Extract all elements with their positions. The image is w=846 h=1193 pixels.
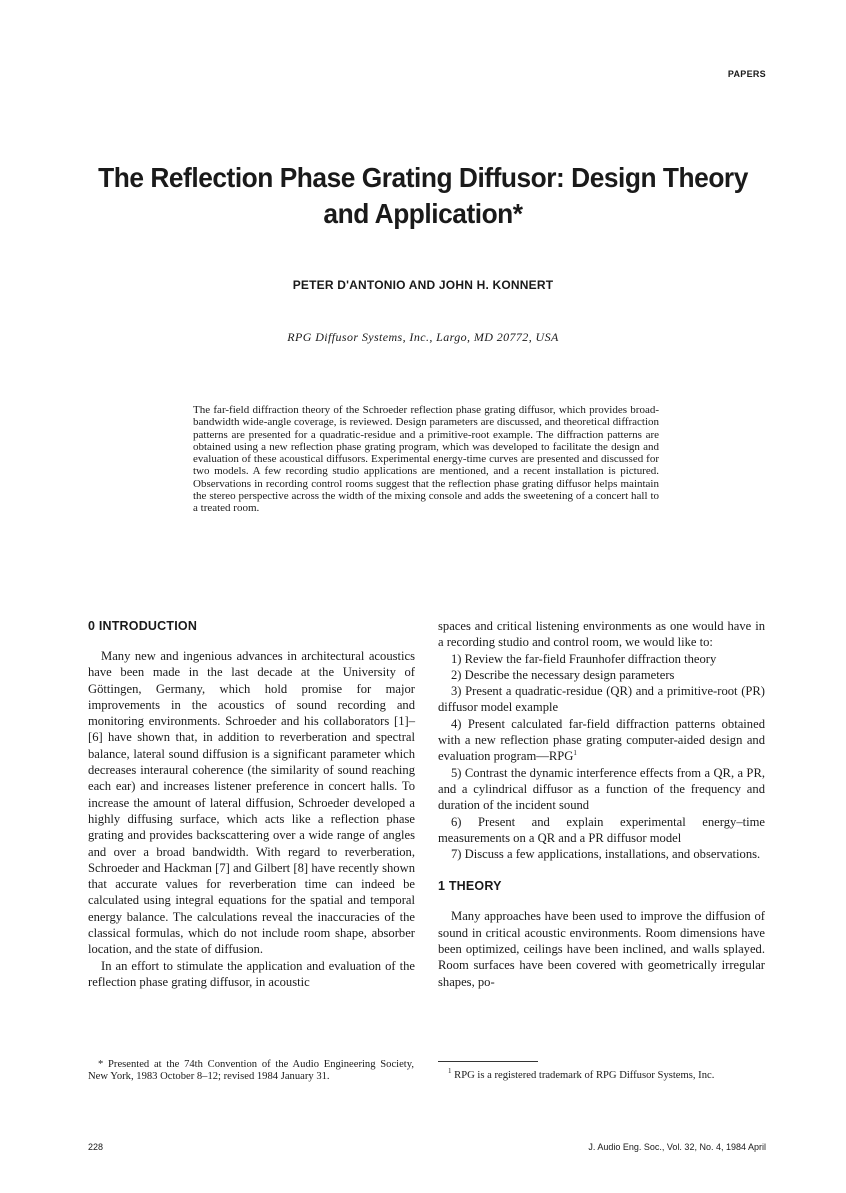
- goal-item: 5) Contrast the dynamic interference effects from a QR, a PR, and a cylindrical diffusor as a function of the frequency and duration of the incident sound: [438, 765, 765, 813]
- theory-paragraph-1: Many approaches have been used to improve the diffusion of sound in critical acoustic environments. Room dimensions have been optimized, ceilings have been inclined, and walls splayed. Room surfaces have been covered with geometrically irregular shapes, po-: [438, 909, 765, 989]
- footnote-text: RPG is a registered trademark of RPG Diffusor Systems, Inc.: [451, 1070, 715, 1081]
- footnote-divider: [438, 1061, 538, 1062]
- footnote-marker: 1: [448, 1067, 452, 1075]
- footnote-marker: 1: [573, 749, 577, 758]
- goal-item: 6) Present and explain experimental energy–time measurements on a QR and a PR diffusor model: [438, 814, 765, 845]
- paper-title: The Reflection Phase Grating Diffusor: Design Theory and Application*: [98, 162, 748, 229]
- introduction-paragraph-2: In an effort to stimulate the application and evaluation of the reflection phase grating diffusor, in acoustic: [88, 958, 415, 989]
- goals-list: [438, 651, 765, 863]
- abstract: The far-field diffraction theory of the Schroeder reflection phase grating diffusor, which provides broad-bandwidth wide-angle coverage, is reviewed. Design parameters are discussed, and theoretical diffraction patterns are presented for a quadratic-residue and a primitive-root example. The diffraction patterns are obtained using a new reflection phase grating program, which was developed to facilitate the design and evaluation of these acoustical diffusors. Experimental energy-time curves are presented and discussed for two models. A few recording studio applications are mentioned, and a recent installation is pictured. Observations in recording control rooms suggest that the reflection phase grating diffusor helps maintain the stereo perspective across the width of the mixing console and adds the sweetening of a concert hall to a treated room.: [193, 404, 659, 515]
- affiliation: RPG Diffusor Systems, Inc., Largo, MD 20772, USA: [287, 330, 559, 344]
- goal-item: 3) Present a quadratic-residue (QR) and a primitive-root (PR) diffusor model example: [438, 684, 765, 715]
- introduction-paragraph-1: Many new and ingenious advances in architectural acoustics have been made in the last decade at the University of Göttingen, Germany, which hold promise for major improvements in the acoustics of sound recording and monitoring environments. Schroeder and his collaborators [1]–[6] have shown that, in addition to reverberation and spectral balance, lateral sound diffusion is a significant parameter which decreases interaural coherence (the similarity of sound reaching each ear) and increases listener preference in concert halls. To increase the amount of lateral diffusion, Schroeder developed a highly diffusing surface, which acts like a reflection phase grating and provides backscattering over a wide range of angles and over a broad bandwidth. With regard to reverberation, Schroeder and Hackman [7] and Gilbert [8] have recently shown that accurate values for reverberation time can indeed be calculated using integral equations for the spatial and temporal energy balance. The calculations reveal the inaccuracies of the classical formulas, which do not include room shape, absorber location, and the state of diffusion.: [88, 649, 415, 957]
- goal-item: [438, 716, 765, 765]
- introduction-paragraph-2-continued: spaces and critical listening environments as one would have in a recording studio and control room, we would like to:: [438, 619, 765, 650]
- journal-reference: J. Audio Eng. Soc., Vol. 32, No. 4, 1984 April: [588, 1142, 766, 1152]
- footnote-right: [438, 1067, 765, 1082]
- goal-item: 2) Describe the necessary design parameters: [451, 667, 675, 682]
- theory-heading: 1 THEORY: [438, 879, 502, 894]
- goal-item: 1) Review the far-field Fraunhofer diffraction theory: [451, 651, 717, 666]
- left-column: [88, 618, 415, 990]
- right-column: [438, 618, 765, 990]
- goal-item: 7) Discuss a few applications, installations, and observations.: [451, 847, 761, 862]
- authors: PETER D'ANTONIO AND JOHN H. KONNERT: [292, 278, 554, 292]
- goal-item-text: 4) Present calculated far-field diffraction patterns obtained with a new reflection phase grating computer-aided design and evaluation program—RPG: [438, 716, 765, 764]
- page-number: 228: [88, 1142, 104, 1152]
- introduction-heading: 0 INTRODUCTION: [88, 619, 198, 633]
- section-label: PAPERS: [727, 69, 766, 79]
- footnote-left: * Presented at the 74th Convention of the Audio Engineering Society, New York, 1983 October 8–12; revised 1984 January 31.: [88, 1059, 414, 1083]
